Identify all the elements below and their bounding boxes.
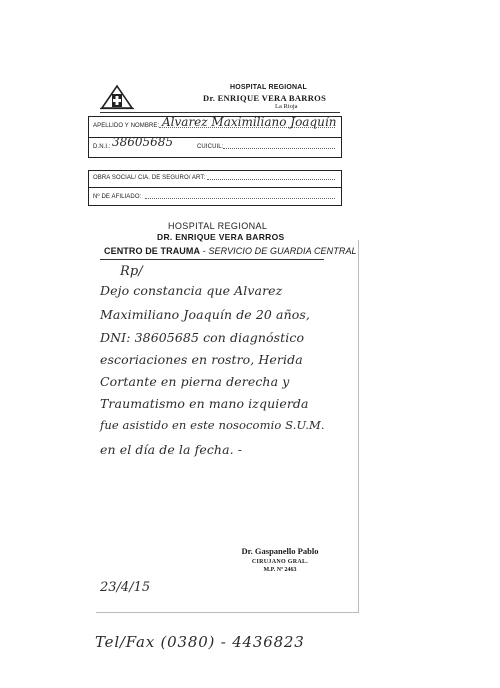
rx-separator: - <box>200 246 209 256</box>
body-line: escoriaciones en rostro, Herida <box>100 352 303 367</box>
rx-header-line1: HOSPITAL REGIONAL <box>168 221 268 231</box>
footer-phone: Tel/Fax (0380) - 4436823 <box>95 633 305 651</box>
cuicuil-label: CUICUIL: <box>197 144 224 150</box>
cuicuil-dots <box>223 148 335 149</box>
doctor-stamp <box>220 546 340 573</box>
obra-dots <box>207 179 335 180</box>
doctor-title: CIRUJANO GRAL. <box>251 559 309 565</box>
apellido-label: APELLIDO Y NOMBRE: <box>93 123 160 129</box>
rx-header-line2: DR. ENRIQUE VERA BARROS <box>157 232 285 242</box>
letterhead-rule <box>100 112 340 113</box>
body-line: Maximiliano Joaquín de 20 años, <box>100 307 310 322</box>
body-line: Cortante en pierna derecha y <box>100 374 290 389</box>
doctor-registration: M.P. Nº 2463 <box>263 567 297 573</box>
afiliado-dots <box>145 198 335 199</box>
rx-department: CENTRO DE TRAUMA <box>104 246 201 256</box>
hospital-logo-icon <box>100 84 134 110</box>
afiliado-label: Nº DE AFILIADO: <box>93 194 142 200</box>
letterhead-line3: La Rioja <box>275 103 298 110</box>
obra-label: OBRA SOCIAL/ CIA. DE SEGURO/ ART: <box>93 175 206 181</box>
body-line: Dejo constancia que Alvarez <box>100 283 283 298</box>
letterhead <box>100 82 340 114</box>
rx-service: SERVICIO DE GUARDIA CENTRAL <box>208 246 357 256</box>
body-line: Traumatismo en mano izquierda <box>100 396 309 411</box>
body-line: en el día de la fecha. - <box>100 442 243 457</box>
apellido-value: Alvarez Maximiliano Joaquín <box>162 115 337 129</box>
body-line: fue asistido en este nosocomio S.U.M. <box>100 418 325 432</box>
afiliado-row <box>89 187 341 206</box>
obra-row <box>89 171 341 187</box>
letterhead-line2: Dr. ENRIQUE VERA BARROS <box>203 93 327 103</box>
insurance-form-box <box>88 170 342 206</box>
rx-header-line3 <box>104 246 357 256</box>
dni-value: 38605685 <box>112 135 174 149</box>
letterhead-line1: HOSPITAL REGIONAL <box>230 84 308 91</box>
body-line: DNI: 38605685 con diagnóstico <box>100 330 305 345</box>
doctor-name: Dr. Gaspanello Pablo <box>241 546 319 556</box>
dni-label: D.N.I.: <box>93 144 111 150</box>
rp-mark: Rp/ <box>120 264 143 279</box>
handwritten-date: 23/4/15 <box>100 580 151 595</box>
rx-header-rule <box>100 259 324 260</box>
